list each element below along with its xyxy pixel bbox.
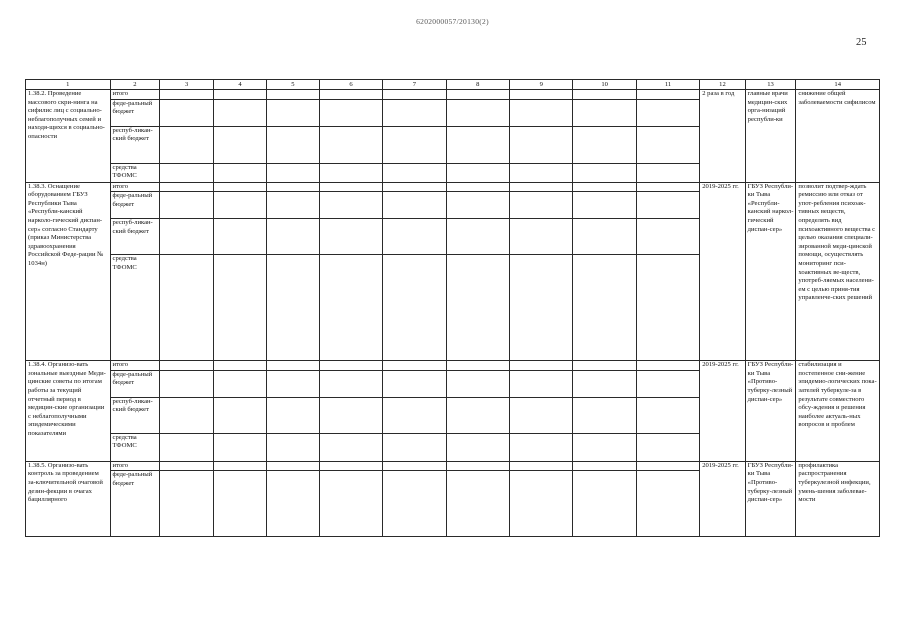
measure-cell: 1.38.5. Организо-вать контроль за проведением за-ключительной очаговой дезин-фекции в очагах бациллярного [26,461,111,537]
term-cell: 2 раза в год [700,90,745,183]
result-cell: снижение общей заболеваемости сифилисом [796,90,880,183]
measure-cell: 1.38.2. Проведение массового скри-нинга на сифилис лиц с социально-неблагополучных семей и находя-щихся в социально-опасности [26,90,111,183]
result-cell: профилактика распространения туберкулезной инфекции, умень-шения заболевае-мости [796,461,880,537]
column-number: 3 [160,80,214,90]
result-cell: стабилизация и постепенное сни-жение эпидемио-логических пока-зателей туберкуле-за в результате совместного обсу-ждения и решения наиболее актуаль-ных вопросов и проблем [796,361,880,462]
program-activities-table [25,79,880,537]
column-number: 12 [700,80,745,90]
column-number: 14 [796,80,880,90]
funding-source-cell: итого [110,361,160,371]
funding-source-cell: респуб-ликан-ский бюджет [110,219,160,255]
funding-source-cell: итого [110,461,160,471]
term-cell: 2019-2025 гг. [700,461,745,537]
table-row [26,461,880,471]
column-number: 6 [319,80,382,90]
result-cell: позволит подтвер-ждать ремиссию или отказ от упот-ребления психоак-тивных веществ, определять вид психоактивного вещества с целью оказания специали-зированной меди-цинской помощи, осуществлять мониторинг пси-хоактивных ве-ществ, употреб-ляемых населени-ем с целью приня-тия управленче-ских решений [796,182,880,361]
document-id: 6202000057/20130(2) [416,17,489,26]
funding-source-cell: итого [110,182,160,192]
measure-cell: 1.38.3. Оснащение оборудованием ГБУЗ Республики Тыва «Республи-канский нарколо-гический диспан-сер» согласно Стандарту (приказ Министерства здравоохранения Российской Феде-рации № 1034н) [26,182,111,361]
table-row [26,361,880,371]
executor-cell: ГБУЗ Республи-ки Тыва «Противо-туберку-лезный диспан-сер» [745,461,796,537]
column-number: 5 [266,80,319,90]
funding-source-cell: феде-ральный бюджет [110,99,160,126]
page-number: 25 [856,37,867,48]
column-number: 1 [26,80,111,90]
column-number: 4 [214,80,267,90]
column-number: 9 [510,80,573,90]
funding-source-cell: средства ТФОМС [110,433,160,461]
column-number: 13 [745,80,796,90]
table-row [26,182,880,192]
funding-source-cell: респуб-ликан-ский бюджет [110,397,160,433]
funding-source-cell: средства ТФОМС [110,163,160,182]
executor-cell: ГБУЗ Республи-ки Тыва «Республи-канский наркол-гический диспан-сер» [745,182,796,361]
column-number-row [26,80,880,90]
executor-cell: ГБУЗ Республи-ки Тыва «Противо-туберку-лезный диспан-сер» [745,361,796,462]
column-number: 2 [110,80,160,90]
funding-source-cell: респуб-ликан-ский бюджет [110,126,160,163]
column-number: 11 [636,80,699,90]
funding-source-cell: феде-ральный бюджет [110,471,160,537]
funding-source-cell: феде-ральный бюджет [110,192,160,219]
measure-cell: 1.38.4. Организо-вать зональные выездные Меди-цинские советы по итогам работы за текущий отчетный период в медицин-ские организации с неблагополучными эпидемическими показателями [26,361,111,462]
funding-source-cell: средства ТФОМС [110,255,160,361]
funding-source-cell: итого [110,90,160,100]
executor-cell: главные врачи медицин-ских орга-низаций республи-ки [745,90,796,183]
table-row [26,90,880,100]
column-number: 8 [446,80,509,90]
column-number: 10 [573,80,636,90]
funding-source-cell: феде-ральный бюджет [110,370,160,397]
term-cell: 2019-2025 гг. [700,182,745,361]
term-cell: 2019-2025 гг. [700,361,745,462]
column-number: 7 [383,80,446,90]
